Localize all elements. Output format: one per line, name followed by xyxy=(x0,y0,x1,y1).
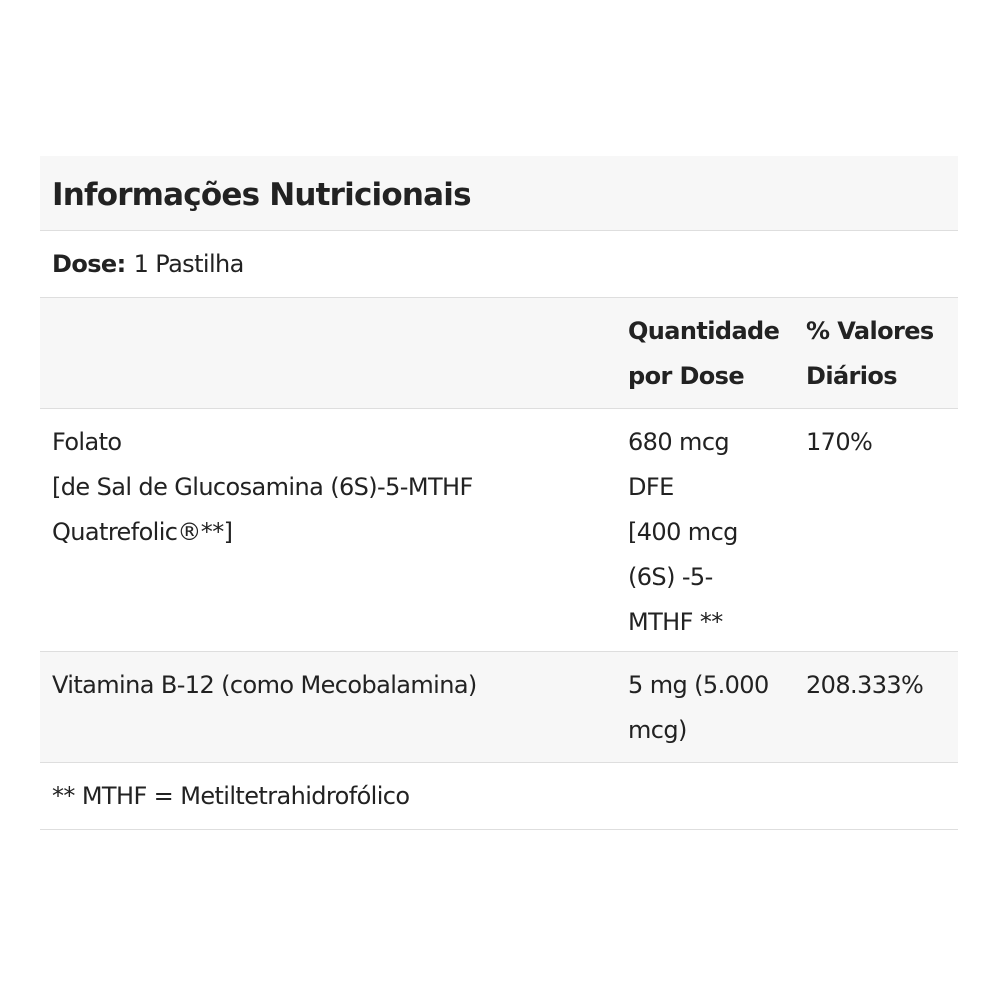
nutrient-name-line: [de Sal de Glucosamina (6S)-5-MTHF xyxy=(52,473,473,501)
nutrient-amount-line: (6S) -5- xyxy=(628,563,713,591)
header-daily-value xyxy=(806,309,958,408)
table-header-row xyxy=(40,298,958,409)
nutrient-daily-value: 208.333% xyxy=(806,671,924,699)
dose-value: 1 Pastilha xyxy=(133,250,244,278)
footnote-text: ** MTHF = Metiltetrahidrofólico xyxy=(52,782,410,810)
nutrient-name-line: Folato xyxy=(52,428,122,456)
nutrient-name xyxy=(40,420,628,651)
nutrient-name-line: Quatrefolic®**] xyxy=(52,518,233,546)
nutrient-amount-line: 5 mg (5.000 xyxy=(628,671,769,699)
header-name xyxy=(40,309,628,408)
nutrient-daily-value: 170% xyxy=(806,428,873,456)
dose-label: Dose: xyxy=(52,250,126,278)
header-dv-line: % Valores xyxy=(806,317,934,345)
header-amount xyxy=(628,309,806,408)
footnote xyxy=(40,763,958,830)
page-title: Informações Nutricionais xyxy=(52,177,471,213)
nutrient-amount xyxy=(628,420,806,651)
nutrient-name xyxy=(40,663,628,762)
nutrient-amount-line: 680 mcg xyxy=(628,428,730,456)
nutrient-amount-line: mcg) xyxy=(628,716,687,744)
header-amount-line: Quantidade xyxy=(628,317,780,345)
nutrient-amount-line: DFE xyxy=(628,473,674,501)
nutrition-facts-panel xyxy=(40,156,958,830)
header-dv-line: Diários xyxy=(806,362,897,390)
nutrient-amount xyxy=(628,663,806,762)
dose-row xyxy=(40,231,958,298)
table-row xyxy=(40,409,958,652)
nutrient-name-line: Vitamina B-12 (como Mecobalamina) xyxy=(52,671,477,699)
nutrient-amount-line: [400 mcg xyxy=(628,518,738,546)
nutrient-amount-line: MTHF ** xyxy=(628,608,723,636)
table-row xyxy=(40,652,958,763)
header-amount-line: por Dose xyxy=(628,362,745,390)
title-bar xyxy=(40,156,958,231)
